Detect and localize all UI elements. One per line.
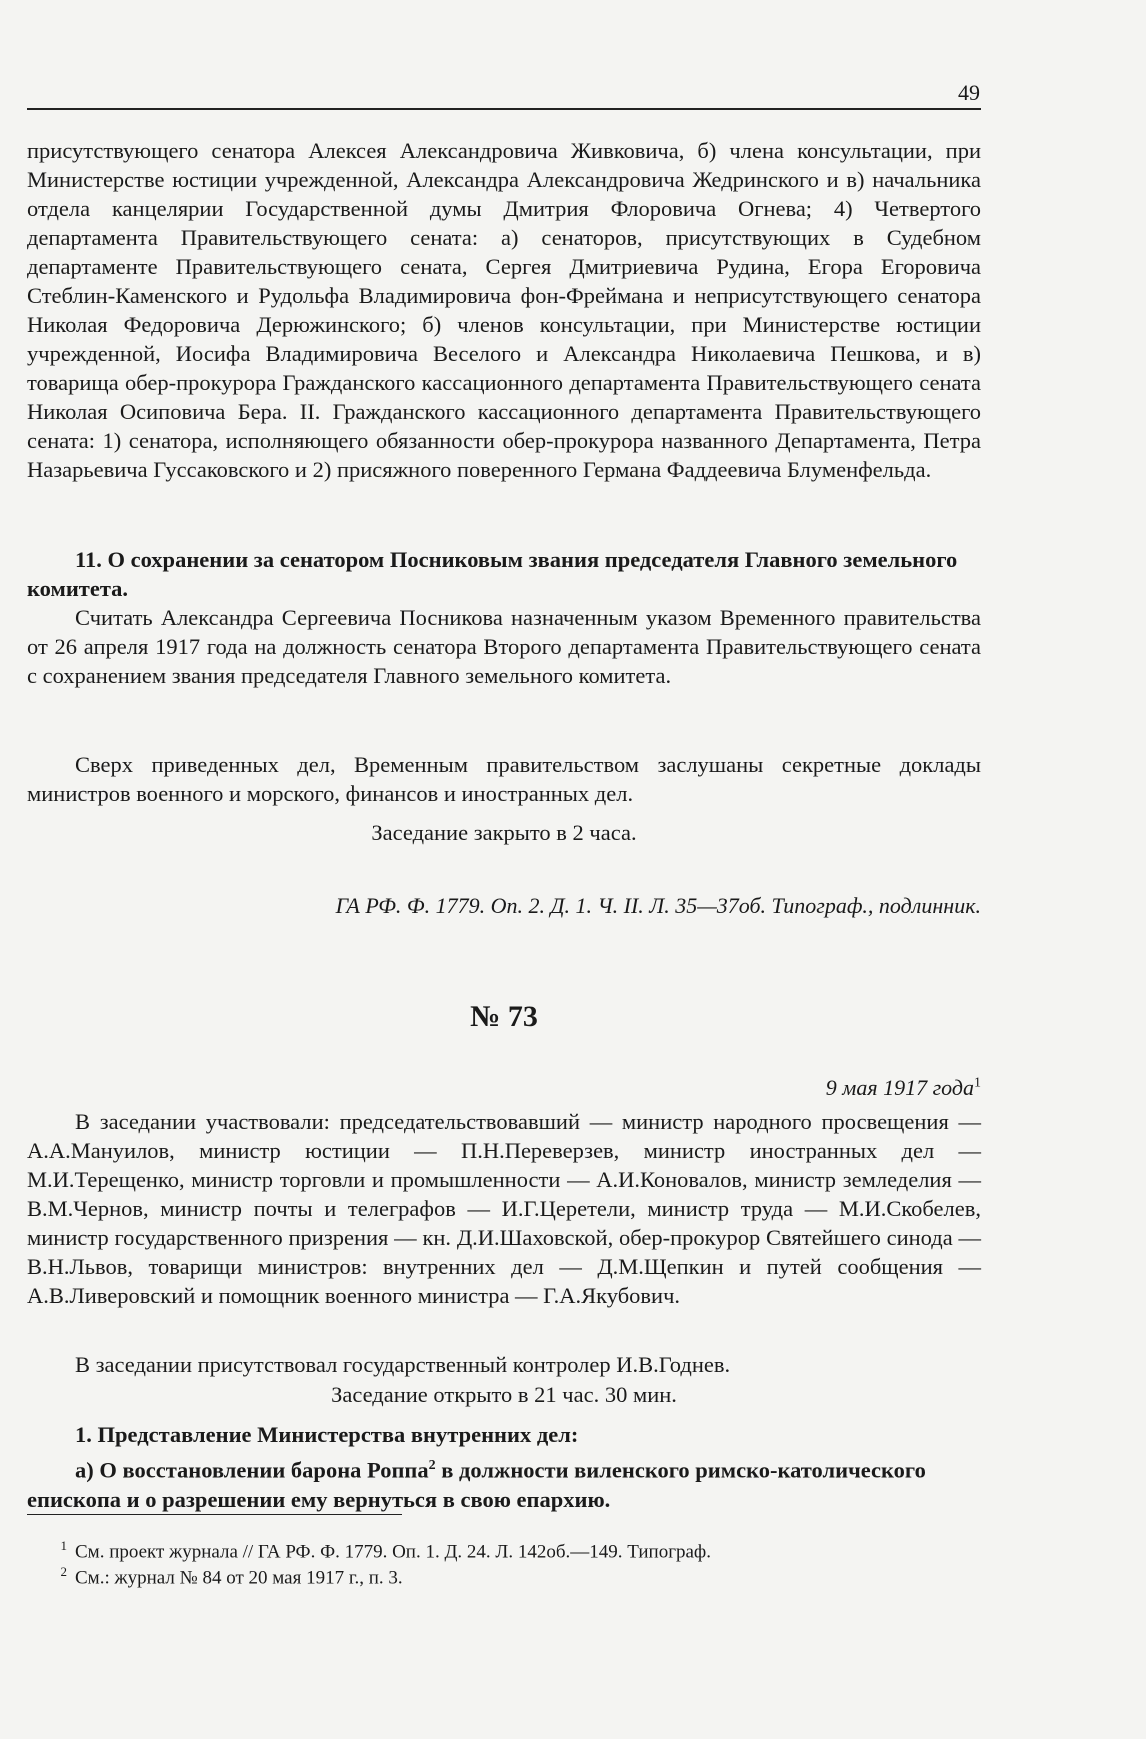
date-text: 9 мая 1917 года — [825, 1075, 974, 1100]
item-1a-heading — [27, 1451, 981, 1514]
footnote-rule — [27, 1514, 402, 1515]
item-1a-part1: а) О восстановлении барона Роппа — [75, 1457, 429, 1483]
session-closed: Заседание закрыто в 2 часа. — [371, 820, 637, 845]
footnote-ref-1[interactable]: 1 — [974, 1075, 981, 1091]
secret-reports-paragraph: Сверх приведенных дел, Временным правительством заслушаны секретные доклады министров военного и морского, финансов и иностранных дел. — [27, 752, 981, 806]
document-date — [27, 1075, 981, 1101]
item-11-text: Считать Александра Сергеевича Посникова назначенным указом Временного правительства от 26 апреля 1917 года на должность сенатора Второго департамента Правительствующего сената с сохранением звания председателя Главного земельного комитета. — [27, 605, 981, 688]
footnote-mark: 2 — [60, 1564, 67, 1579]
item-1a-part2: в должности виленского римско-католического епископа и о разрешении ему вернуться в свою епархию. — [27, 1457, 926, 1512]
item-1-heading: 1. Представление Министерства внутренних дел: — [75, 1422, 579, 1447]
footnote-2 — [27, 1560, 981, 1590]
archive-reference: ГА РФ. Ф. 1779. Оп. 2. Д. 1. Ч. II. Л. 35—37об. Типограф., подлинник. — [335, 893, 981, 918]
document-number: № 73 — [470, 1000, 538, 1033]
footnote-ref-2[interactable]: 2 — [428, 1458, 436, 1473]
participants-paragraph: В заседании участвовали: председательствовавший — министр народного просвещения — А.А.Мануилов, министр юстиции — П.Н.Переверзев, министр иностранных дел — М.И.Терещенко, министр торговли и промышленности — А.И.Коновалов, министр земледелия — В.М.Чернов, министр почты и телеграфов — И.Г.Церетели, министр труда — М.И.Скобелев, министр государственного призрения — кн. Д.И.Шаховской, обер-прокурор Святейшего синода — В.Н.Львов, товарищи министров: внутренних дел — Д.М.Щепкин и путей сообщения — А.В.Ливеровский и помощник военного министра — Г.А.Якубович. — [27, 1109, 981, 1308]
header-rule — [27, 108, 981, 110]
item-11-heading: 11. О сохранении за сенатором Посниковым звания председателя Главного земельного комитета. — [27, 547, 958, 601]
opening-paragraph: присутствующего сенатора Алексея Александровича Живковича, б) члена консультации, при Министерстве юстиции учрежденной, Александра Александровича Жедринского и в) начальника отдела канцелярии Государственной думы Дмитрия Флоровича Огнева; 4) Четвертого департамента Правительствующего сената: а) сенаторов, присутствующих в Судебном департаменте Правительствующего сената, Сергея Дмитриевича Рудина, Егора Егоровича Стеблин-Каменского и Рудольфа Владимировича фон-Фреймана и неприсутствующего сенатора Николая Федоровича Дерюжинского; б) членов консультации, при Министерстве юстиции учрежденной, Иосифа Владимировича Веселого и Александра Николаевича Пешкова, и в) товарища обер-прокурора Гражданского кассационного департамента Правительствующего сената Николая Осиповича Бера. II. Гражданского кассационного департамента Правительствующего сената: 1) сенатора, исполняющего обязанности обер-прокурора названного Департамента, Петра Назарьевича Гуссаковского и 2) присяжного поверенного Германа Фаддеевича Блуменфельда. — [27, 138, 981, 482]
session-opened: Заседание открыто в 21 час. 30 мин. — [331, 1382, 677, 1407]
footnote-text: См.: журнал № 84 от 20 мая 1917 г., п. 3. — [75, 1567, 403, 1589]
page-number: 49 — [958, 80, 980, 105]
footnote-text: См. проект журнала // ГА РФ. Ф. 1779. Оп. 1. Д. 24. Л. 142об.—149. Типограф. — [75, 1541, 711, 1563]
footnote-mark: 1 — [60, 1538, 67, 1553]
present-paragraph: В заседании присутствовал государственный контролер И.В.Годнев. — [75, 1352, 731, 1377]
